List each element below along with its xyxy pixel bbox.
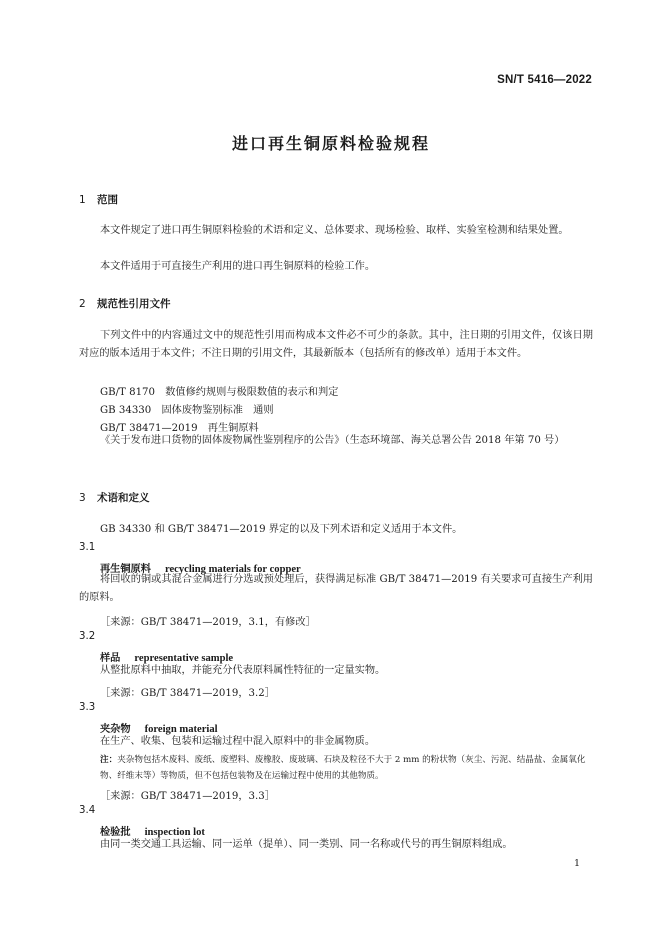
- term-english: foreign material: [144, 724, 218, 735]
- term-definition: 从整批原料中抽取，并能充分代表原料属性特征的一定量实物。: [100, 665, 386, 676]
- term-number: 3.4: [79, 805, 96, 816]
- term-note: [100, 752, 593, 784]
- note-text: 夹杂物包括木废料、废纸、废塑料、废橡胶、废玻璃、石块及粒径不大于 2 mm 的粉状物（灰尘、污泥、结晶盐、金属氧化物、纤维末等）等物质，但不包括包装物及在运输过程中使用的其他物质。: [100, 755, 586, 781]
- section-1-heading: [79, 192, 118, 207]
- standard-number: SN/T 5416—2022: [497, 74, 592, 86]
- section-number: 1: [79, 194, 86, 206]
- reference-notice: 《关于发布进口货物的固体废物属性鉴别程序的公告》（生态环境部、海关总署公告 2018 年第 70 号）: [100, 435, 565, 446]
- page-number: 1: [573, 858, 580, 869]
- term-source: ［来源：GB/T 38471—2019，3.1，有修改］: [100, 617, 316, 628]
- reference-item: GB 34330 固体废物鉴别标准 通则: [100, 405, 274, 416]
- section-title: 术语和定义: [97, 492, 150, 504]
- term-chinese: 样品: [100, 652, 121, 664]
- scope-paragraph-2: 本文件适用于可直接生产利用的进口再生铜原料的检验工作。: [100, 261, 376, 272]
- section-2-heading: [79, 296, 171, 311]
- references-intro-paragraph: 下列文件中的内容通过文中的规范性引用而构成本文件必不可少的条款。其中，注日期的引用文件，仅该日期对应的版本适用于本文件；不注日期的引用文件，其最新版本（包括所有的修改单）适用于本文件。: [79, 330, 593, 359]
- term-number: 3.1: [79, 542, 96, 553]
- term-english: representative sample: [134, 653, 234, 664]
- term-english: inspection lot: [144, 827, 205, 838]
- term-definition: 将回收的铜或其混合金属进行分选或预处理后，获得满足标准 GB/T 38471—2019 有关要求可直接生产利用的原料。: [79, 574, 593, 603]
- terms-intro-paragraph: GB 34330 和 GB/T 38471—2019 界定的以及下列术语和定义适用于本文件。: [100, 524, 463, 535]
- term-english: recycling materials for copper: [164, 564, 301, 575]
- section-number: 2: [79, 298, 86, 310]
- section-number: 3: [79, 492, 86, 504]
- term-source: ［来源：GB/T 38471—2019，3.2］: [100, 688, 275, 699]
- section-title: 范围: [97, 194, 118, 206]
- reference-item: GB/T 8170 数值修约规则与极限数值的表示和判定: [100, 387, 339, 398]
- section-title: 规范性引用文件: [97, 298, 171, 310]
- term-chinese: 再生铜原料: [100, 563, 151, 575]
- term-chinese: 检验批: [100, 826, 131, 838]
- term-definition: 在生产、收集、包装和运输过程中混入原料中的非金属物质。: [100, 736, 376, 747]
- term-chinese: 夹杂物: [100, 723, 131, 735]
- scope-paragraph-1: 本文件规定了进口再生铜原料检验的术语和定义、总体要求、现场检验、取样、实验室检测和结果处置。: [100, 225, 569, 236]
- section-3-heading: [79, 490, 150, 505]
- reference-item: GB/T 38471—2019 再生铜原料: [100, 423, 259, 434]
- term-number: 3.3: [79, 702, 96, 713]
- term-definition: 由同一类交通工具运输、同一运单（提单）、同一类别、同一名称或代号的再生铜原料组成。: [100, 839, 513, 850]
- term-source: ［来源：GB/T 38471—2019，3.3］: [100, 791, 275, 802]
- document-title: 进口再生铜原料检验规程: [231, 134, 430, 153]
- term-number: 3.2: [79, 631, 96, 642]
- note-label: 注：: [100, 755, 118, 765]
